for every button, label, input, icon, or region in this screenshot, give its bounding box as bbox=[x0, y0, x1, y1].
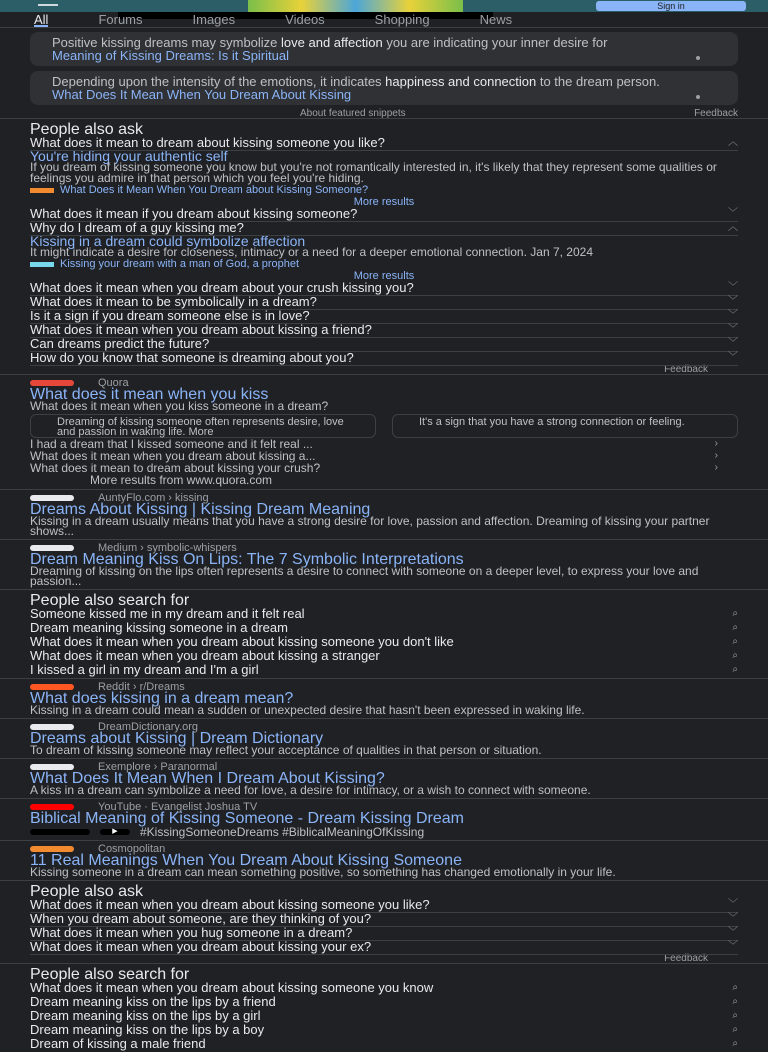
result-title[interactable]: What does kissing in a dream mean? bbox=[30, 690, 294, 707]
paa-answer bbox=[30, 148, 738, 208]
related-search[interactable] bbox=[30, 664, 738, 678]
result-snippet: To dream of kissing someone may reflect your acceptance of qualities in that person or situation. bbox=[30, 743, 542, 757]
search-icon: ⌕ bbox=[732, 1010, 738, 1021]
more-from-link[interactable]: More results from www.quora.com bbox=[90, 473, 273, 487]
search-icon: ⌕ bbox=[732, 982, 738, 993]
related-search-text: Dream meaning kiss on the lips by a friend bbox=[30, 994, 276, 1009]
search-result bbox=[0, 489, 768, 539]
result-title[interactable]: Dreams about Kissing | Dream Dictionary bbox=[30, 730, 324, 747]
chevron-down-icon[interactable]: ﹀ bbox=[728, 941, 738, 952]
result-snippet: Dreaming of kissing on the lips often represents a desire to connect with someone on a deeper level, to express your love and passion... bbox=[30, 564, 699, 588]
top-app-bar bbox=[0, 0, 768, 12]
question-text: What does it mean when you dream about kissing a friend? bbox=[30, 322, 372, 337]
search-icon: ⌕ bbox=[732, 664, 738, 675]
related-text: I had a dream that I kissed someone and it felt real ... bbox=[30, 437, 313, 451]
people-also-search-for bbox=[0, 589, 768, 678]
answer-source[interactable] bbox=[30, 184, 738, 196]
tab-all[interactable]: All bbox=[34, 12, 49, 27]
section-title: People also search for bbox=[30, 592, 190, 609]
related-text: What does it mean to dream about kissing your crush? bbox=[30, 461, 321, 475]
result-snippet: A kiss in a dream can symbolize a need for love, a desire for intimacy, or a wish to connect with someone. bbox=[30, 783, 591, 797]
feedback-link[interactable]: Feedback bbox=[694, 108, 738, 119]
more-results-link[interactable]: More results bbox=[353, 196, 415, 208]
search-result bbox=[0, 840, 768, 880]
chevron-right-icon: › bbox=[714, 462, 718, 473]
related-search[interactable] bbox=[30, 1038, 738, 1052]
featured-snippets bbox=[30, 32, 738, 105]
tab-news[interactable]: News bbox=[479, 12, 513, 27]
play-icon[interactable]: ▶ bbox=[100, 829, 130, 835]
question-text: What does it mean when you hug someone in a dream? bbox=[30, 925, 353, 940]
tab-videos[interactable]: Videos bbox=[285, 12, 325, 27]
snippet-text: to the dream person. bbox=[536, 74, 660, 89]
related-search-text: I kissed a girl in my dream and I'm a girl bbox=[30, 662, 259, 677]
chevron-down-icon[interactable]: ﹀ bbox=[728, 310, 738, 321]
question-text: What does it mean if you dream about kissing someone? bbox=[30, 206, 358, 221]
chevron-down-icon[interactable]: ﹀ bbox=[728, 913, 738, 924]
search-result bbox=[0, 718, 768, 758]
answer-text: It might indicate a desire for closeness, intimacy or a need for a deeper emotional connection. Jan 7, 2024 bbox=[30, 245, 593, 259]
related-search-text: Dream meaning kissing someone in a dream bbox=[30, 620, 288, 635]
source-favicon bbox=[30, 188, 54, 193]
section-title: People also ask bbox=[30, 121, 143, 138]
answer-title: You're hiding your authentic self bbox=[30, 148, 228, 164]
result-snippet: Kissing someone in a dream can mean something positive, so something has changed emotionally in your life. bbox=[30, 865, 616, 879]
chevron-down-icon[interactable]: ﹀ bbox=[728, 282, 738, 293]
search-icon: ⌕ bbox=[732, 1038, 738, 1049]
answer-cards bbox=[30, 414, 738, 438]
tab-forums[interactable]: Forums bbox=[98, 12, 143, 27]
related-search-text: What does it mean when you dream about kissing a stranger bbox=[30, 648, 380, 663]
question-text: What does it mean when you dream about kissing someone you like? bbox=[30, 897, 430, 912]
related-search-text: Dream meaning kiss on the lips by a boy bbox=[30, 1022, 265, 1037]
search-result bbox=[0, 758, 768, 798]
chevron-up-icon[interactable]: ︿ bbox=[728, 222, 738, 233]
site-name: Cosmopolitan bbox=[98, 843, 166, 855]
paa-question[interactable] bbox=[30, 137, 738, 151]
chevron-up-icon[interactable]: ︿ bbox=[728, 137, 738, 148]
result-title[interactable]: Dreams About Kissing | Kissing Dream Meaning bbox=[30, 501, 371, 518]
menu-icon[interactable] bbox=[38, 4, 58, 6]
snippet-link[interactable]: What Does It Mean When You Dream About Kissing bbox=[52, 87, 352, 102]
source-title[interactable]: What Does it Mean When You Dream about Kissing Someone? bbox=[60, 184, 369, 196]
search-icon: ⌕ bbox=[732, 636, 738, 647]
search-result bbox=[0, 678, 768, 718]
search-result bbox=[0, 539, 768, 589]
search-icon: ⌕ bbox=[732, 1024, 738, 1035]
featured-card[interactable] bbox=[30, 32, 738, 66]
related-search-text: What does it mean when you dream about kissing someone you know bbox=[30, 980, 434, 995]
video-row bbox=[30, 827, 738, 837]
result-snippet: What does it mean when you kiss someone in a dream? bbox=[30, 399, 329, 413]
result-title[interactable]: 11 Real Meanings When You Dream About Kissing Someone bbox=[30, 852, 462, 869]
chevron-down-icon[interactable]: ﹀ bbox=[728, 899, 738, 910]
tab-images[interactable]: Images bbox=[192, 12, 236, 27]
result-snippet: Kissing in a dream could mean a sudden or unexpected desire that hasn't been expressed in waking life. bbox=[30, 703, 585, 717]
search-icon: ⌕ bbox=[732, 650, 738, 661]
site-name: Medium › symbolic-whispers bbox=[98, 542, 237, 554]
doodle-logo[interactable] bbox=[248, 0, 463, 12]
section-title: People also search for bbox=[30, 966, 190, 983]
snippet-highlight: love and affection bbox=[281, 35, 383, 50]
snippet-text: you are indicating your inner desire for bbox=[382, 35, 608, 50]
answer-card[interactable]: Dreaming of kissing someone often represents desire, love and passion in waking life. More bbox=[30, 414, 376, 438]
chevron-down-icon[interactable]: ﹀ bbox=[728, 208, 738, 219]
source-title[interactable]: Kissing your dream with a man of God, a prophet bbox=[60, 258, 300, 270]
question-text: When you dream about someone, are they thinking of you? bbox=[30, 911, 372, 926]
question-text: What does it mean to be symbolically in a dream? bbox=[30, 294, 317, 309]
site-name: Quora bbox=[98, 377, 129, 389]
video-tags: #KissingSomeoneDreams #BiblicalMeaningOfKissing bbox=[140, 825, 425, 839]
question-text: Can dreams predict the future? bbox=[30, 336, 210, 351]
site-name: Exemplore › Paranormal bbox=[98, 761, 218, 773]
search-icon: ⌕ bbox=[732, 996, 738, 1007]
result-snippet: Kissing in a dream usually means that you have a strong desire for love, passion and affection. Dreaming of kissing your partner shows... bbox=[30, 514, 710, 538]
question-text: How do you know that someone is dreaming about you? bbox=[30, 350, 354, 365]
paa-question[interactable] bbox=[30, 222, 738, 236]
result-title[interactable]: Dream Meaning Kiss On Lips: The 7 Symbolic Interpretations bbox=[30, 551, 464, 568]
chevron-down-icon[interactable]: ﹀ bbox=[728, 927, 738, 938]
answer-title: Kissing in a dream could symbolize affection bbox=[30, 233, 306, 249]
snippet-text: Depending upon the intensity of the emotions, it indicates bbox=[52, 74, 386, 89]
answer-text: If you dream of kissing someone you know but you're not romantically interested in, it's likely that they represent some qualities or feelings you admire in that person which you feel you're hiding. bbox=[30, 160, 717, 185]
site-name: Reddit › r/Dreams bbox=[98, 681, 185, 693]
search-icon: ⌕ bbox=[732, 608, 738, 619]
search-result bbox=[0, 374, 768, 489]
search-icon: ⌕ bbox=[732, 622, 738, 633]
related-search-text: Dream meaning kiss on the lips by a girl bbox=[30, 1008, 261, 1023]
about-row bbox=[0, 110, 768, 118]
paa-question[interactable] bbox=[30, 352, 738, 366]
result-title[interactable]: Biblical Meaning of Kissing Someone - Dream Kissing Dream bbox=[30, 810, 464, 827]
search-tabs bbox=[0, 12, 768, 28]
chevron-down-icon[interactable]: ﹀ bbox=[728, 338, 738, 349]
chevron-right-icon: › bbox=[714, 450, 718, 461]
tab-shopping[interactable]: Shopping bbox=[374, 12, 430, 27]
site-name: AuntyFlo.com › kissing bbox=[98, 492, 209, 504]
related-search-text: Someone kissed me in my dream and it felt real bbox=[30, 606, 305, 621]
more-icon[interactable] bbox=[696, 95, 700, 99]
source-favicon bbox=[30, 262, 54, 267]
question-text: What does it mean when you dream about kissing your ex? bbox=[30, 939, 372, 954]
people-also-ask bbox=[0, 880, 768, 963]
people-also-search-for bbox=[0, 963, 768, 1052]
chevron-right-icon: › bbox=[714, 438, 718, 449]
snippet-text: Positive kissing dreams may symbolize bbox=[52, 35, 282, 50]
result-title[interactable]: What Does It Mean When I Dream About Kissing? bbox=[30, 770, 385, 787]
related-search-text: What does it mean when you dream about kissing someone you don't like bbox=[30, 634, 454, 649]
result-title[interactable]: What does it mean when you kiss bbox=[30, 386, 269, 403]
about-featured-link[interactable]: About featured snippets bbox=[300, 108, 406, 119]
site-name: YouTube · Evangelist Joshua TV bbox=[98, 801, 258, 813]
question-text: What does it mean to dream about kissing someone you like? bbox=[30, 135, 385, 150]
site-name: DreamDictionary.org bbox=[98, 721, 199, 733]
chevron-down-icon[interactable]: ﹀ bbox=[728, 352, 738, 363]
more-results-link[interactable]: More results bbox=[353, 270, 415, 282]
question-text: What does it mean when you dream about your crush kissing you? bbox=[30, 280, 414, 295]
answer-card[interactable]: It's a sign that you have a strong connection or feeling. bbox=[392, 414, 738, 438]
question-text: Why do I dream of a guy kissing me? bbox=[30, 220, 244, 235]
people-also-ask bbox=[0, 118, 768, 374]
answer-source[interactable] bbox=[30, 258, 738, 270]
video-thumbnail[interactable] bbox=[30, 829, 90, 835]
section-title: People also ask bbox=[30, 883, 143, 900]
chevron-down-icon[interactable]: ﹀ bbox=[728, 324, 738, 335]
question-text: Is it a sign if you dream someone else is in love? bbox=[30, 308, 310, 323]
paa-answer bbox=[30, 233, 738, 282]
snippet-link[interactable]: Meaning of Kissing Dreams: Is it Spiritual bbox=[52, 48, 289, 63]
feedback-link[interactable]: Feedback bbox=[664, 953, 708, 964]
sign-in-button[interactable]: Sign in bbox=[596, 1, 746, 11]
feedback-link[interactable]: Feedback bbox=[664, 364, 708, 375]
related-search-text: Dream of kissing a male friend bbox=[30, 1036, 206, 1051]
featured-card[interactable] bbox=[30, 71, 738, 105]
paa-question[interactable] bbox=[30, 941, 738, 955]
chevron-down-icon[interactable]: ﹀ bbox=[728, 296, 738, 307]
video-result bbox=[0, 798, 768, 840]
related-text: What does it mean when you dream about kissing a... bbox=[30, 449, 316, 463]
more-icon[interactable] bbox=[696, 56, 700, 60]
snippet-highlight: happiness and connection bbox=[385, 74, 537, 89]
